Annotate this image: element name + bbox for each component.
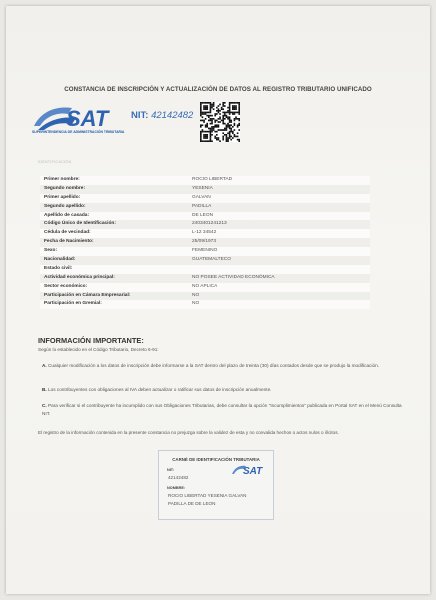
section-label: IDENTIFICACIÓN	[38, 160, 72, 164]
field-value: GUATEMALTECO	[192, 257, 231, 263]
card-nit-value: 42142482	[168, 475, 189, 480]
field-value: PADILLA	[192, 203, 212, 209]
info-heading: INFORMACIÓN IMPORTANTE:	[38, 336, 144, 345]
info-item-b	[42, 386, 402, 394]
field-row	[40, 265, 370, 274]
field-row	[40, 220, 370, 229]
nit-header	[131, 110, 193, 121]
info-item-text: Cualquier modificación a los datos de inscripción debe informarse a la SAT dentro del plazo de treinta (30) días contados desde que se produjo la modificación.	[48, 363, 380, 368]
field-label: Primer nombre:	[44, 177, 80, 182]
nit-header-value: 42142482	[151, 110, 194, 121]
document-page	[6, 6, 430, 594]
field-row	[40, 185, 370, 194]
card-nit-label: NIT:	[167, 468, 174, 472]
sat-logo-text: SAT	[66, 106, 109, 131]
field-value: 2403401241213	[192, 221, 227, 227]
field-value: NO	[192, 292, 200, 298]
field-value: NO APLICA	[192, 283, 218, 289]
field-value: 25/09/1973	[192, 239, 217, 245]
field-label: Apellido de casada:	[44, 212, 90, 218]
sat-logo	[32, 104, 142, 138]
field-label: Fecha de Nacimiento:	[44, 239, 94, 245]
field-label: Segundo apellido:	[44, 203, 86, 209]
qr-code-graphic	[200, 102, 240, 142]
field-value: FEMENINO	[192, 248, 218, 254]
field-row	[40, 283, 370, 292]
info-item-a	[42, 362, 402, 370]
card-name-line1: ROCIO LIBERTAD YESENIA GALVAN	[168, 493, 247, 498]
info-item-text: Para verificar si el contribuyente ha incumplido con sus Obligaciones Tributarias, debe consultar la opción "Incumplimientos" publicada en Portal SAT en el Menú Consulta NIT.	[42, 403, 402, 417]
info-item-letter: A.	[42, 363, 47, 368]
field-value: ROCIO LIBERTAD	[192, 177, 233, 182]
field-row	[40, 300, 370, 309]
footer-note: El registro de la información contenida en la presente constancia no prejuzga sobre la validez de esta y no convalida hechos o actos nulos o ilícitos.	[38, 430, 339, 435]
info-item-text: Los contribuyentes con obligaciones al IVA deben actualizar o ratificar sus datos de inscripción anualmente.	[48, 387, 272, 392]
field-label: Sexo:	[44, 248, 58, 254]
field-row	[40, 238, 370, 247]
field-value: NO POSEE ACTIVIDAD ECONÓMICA	[192, 274, 275, 280]
field-label: Código Único de Identificación:	[44, 221, 116, 227]
tax-id-card	[158, 450, 274, 520]
info-item-letter: B.	[42, 387, 47, 392]
card-title: CARNÉ DE IDENTIFICACIÓN TRIBUTARIA	[172, 457, 260, 462]
card-name-line2: PADILLA DE DE LEON	[168, 501, 216, 506]
field-label: Participación en Cámara Empresarial:	[44, 292, 131, 298]
field-row	[40, 176, 370, 185]
card-logo-text: SAT	[243, 466, 263, 476]
field-label: Segundo nombre:	[44, 185, 86, 191]
field-label: Cédula de vecindad:	[44, 230, 91, 236]
field-label: Sector económico:	[44, 283, 88, 289]
qr-code	[200, 102, 240, 142]
field-row	[40, 194, 370, 203]
field-row	[40, 292, 370, 301]
nit-header-label: NIT:	[131, 110, 149, 121]
fields-table	[40, 176, 370, 309]
field-value: GALVAN	[192, 194, 211, 200]
field-row	[40, 247, 370, 256]
field-label: Estado civil:	[44, 265, 73, 271]
field-label: Nacionalidad:	[44, 257, 76, 263]
card-sat-logo	[231, 464, 267, 476]
field-label: Participación en Gremial:	[44, 301, 102, 307]
document-title: CONSTANCIA DE INSCRIPCIÓN Y ACTUALIZACIÓN DE DATOS AL REGISTRO TRIBUTARIO UNIFICADO	[64, 86, 372, 93]
sat-logo-subtitle: SUPERINTENDENCIA DE ADMINISTRACIÓN TRIBUTARIA	[32, 130, 125, 134]
info-item-letter: C.	[42, 403, 47, 408]
field-value: DE LEON	[192, 212, 214, 218]
field-label: Primer apellido:	[44, 194, 81, 200]
field-row	[40, 274, 370, 283]
field-row	[40, 229, 370, 238]
field-row	[40, 203, 370, 212]
field-row	[40, 212, 370, 221]
card-name-label: NOMBRE:	[167, 486, 186, 490]
info-subheading: Según lo establecido en el Código Tributario, Decreto 6-91:	[38, 347, 159, 352]
info-item-c	[42, 402, 402, 419]
field-label: Actividad económica principal:	[44, 274, 115, 280]
field-value: L-12 34542	[192, 230, 217, 236]
field-row	[40, 256, 370, 265]
sat-logo-mark	[32, 104, 132, 132]
field-value: NO	[192, 301, 200, 307]
field-value: YESENIA	[192, 185, 213, 191]
